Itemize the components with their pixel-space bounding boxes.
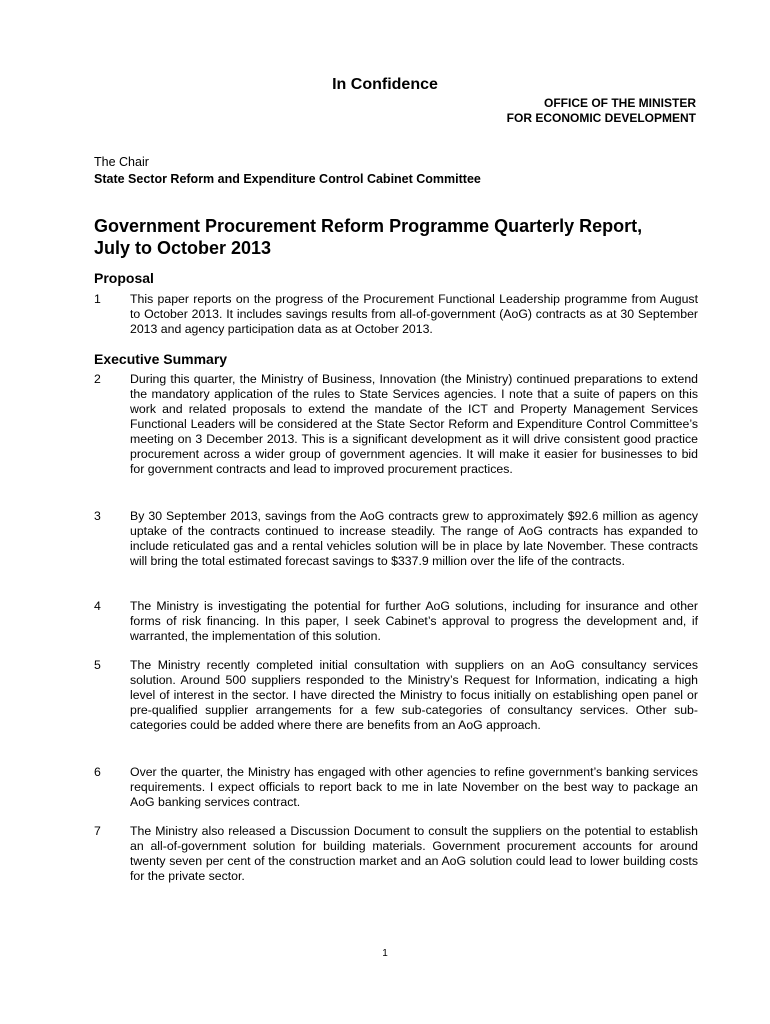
paragraph-1 bbox=[94, 292, 698, 337]
paragraph-number: 4 bbox=[94, 599, 101, 613]
paragraph-4 bbox=[94, 599, 698, 644]
paragraph-7 bbox=[94, 824, 698, 884]
title-line-2: July to October 2013 bbox=[94, 238, 272, 258]
addressee-block bbox=[94, 154, 481, 188]
addressee-committee: State Sector Reform and Expenditure Control Cabinet Committee bbox=[94, 172, 481, 186]
addressee-chair: The Chair bbox=[94, 155, 149, 169]
office-heading bbox=[507, 96, 696, 126]
paragraph-6 bbox=[94, 765, 698, 810]
paragraph-text: The Ministry also released a Discussion Document to consult the suppliers on the potential to establish an all-of-government solution for building materials. Government procurement accounts for around twenty seven per cent of the construction market and an AoG solution could lead to lower building costs for the private sector. bbox=[130, 824, 698, 883]
paragraph-text: Over the quarter, the Ministry has engaged with other agencies to refine government’s banking services requirements. I expect officials to report back to me in late November on the best way to package an AoG banking services contract. bbox=[130, 765, 698, 809]
page-number: 1 bbox=[382, 948, 388, 959]
classification-label: In Confidence bbox=[332, 76, 438, 93]
paragraph-2 bbox=[94, 372, 698, 477]
paragraph-text: By 30 September 2013, savings from the AoG contracts grew to approximately $92.6 million as agency uptake of the contracts continued to increase steadily. The range of AoG contracts has expanded to include reticulated gas and a rental vehicles solution will be in place by late November. These contracts will bring the total estimated forecast savings to $337.9 million over the life of the contracts. bbox=[130, 509, 698, 568]
paragraph-number: 5 bbox=[94, 658, 101, 672]
paragraph-number: 3 bbox=[94, 509, 101, 523]
section-heading-executive-summary: Executive Summary bbox=[94, 351, 228, 367]
paragraph-5 bbox=[94, 658, 698, 733]
paragraph-text: The Ministry recently completed initial consultation with suppliers on an AoG consultancy services solution. Around 500 suppliers responded to the Ministry’s Request for Information, indicating a high level of interest in the sector. I have directed the Ministry to focus initially on establishing open panel or pre-qualified supplier arrangements for a few sub-categories of consultancy services. Other sub-categories could be added where there are benefits from an AoG approach. bbox=[130, 658, 698, 732]
paragraph-number: 6 bbox=[94, 765, 101, 779]
paragraph-number: 7 bbox=[94, 824, 101, 838]
paragraph-3 bbox=[94, 509, 698, 569]
paragraph-number: 2 bbox=[94, 372, 101, 386]
section-heading-proposal: Proposal bbox=[94, 270, 154, 286]
paragraph-text: During this quarter, the Ministry of Business, Innovation (the Ministry) continued preparations to extend the mandatory application of the rules to State Services agencies. I note that a suite of papers on this work and related proposals to extend the mandate of the ICT and Property Management Services Functional Leaders will be considered at the State Sector Reform and Expenditure Control Committee’s meeting on 3 December 2013. This is a significant development as it will drive consistent good practice procurement across a wider group of government agencies. It will make it easier for businesses to bid for government contracts and lead to improved procurement practices. bbox=[130, 372, 698, 476]
paragraph-text: The Ministry is investigating the potential for further AoG solutions, including for insurance and other forms of risk financing. In this paper, I seek Cabinet’s approval to progress the development and, if warranted, the implementation of this solution. bbox=[130, 599, 698, 643]
paragraph-text: This paper reports on the progress of the Procurement Functional Leadership programme from August to October 2013. It includes savings results from all-of-government (AoG) contracts as at 30 September 2013 and agency participation data as at October 2013. bbox=[130, 292, 698, 336]
office-line-2: FOR ECONOMIC DEVELOPMENT bbox=[506, 111, 696, 125]
title-line-1: Government Procurement Reform Programme Quarterly Report, bbox=[94, 216, 643, 236]
document-title bbox=[94, 215, 704, 259]
paragraph-number: 1 bbox=[94, 292, 101, 306]
office-line-1: OFFICE OF THE MINISTER bbox=[544, 96, 696, 110]
